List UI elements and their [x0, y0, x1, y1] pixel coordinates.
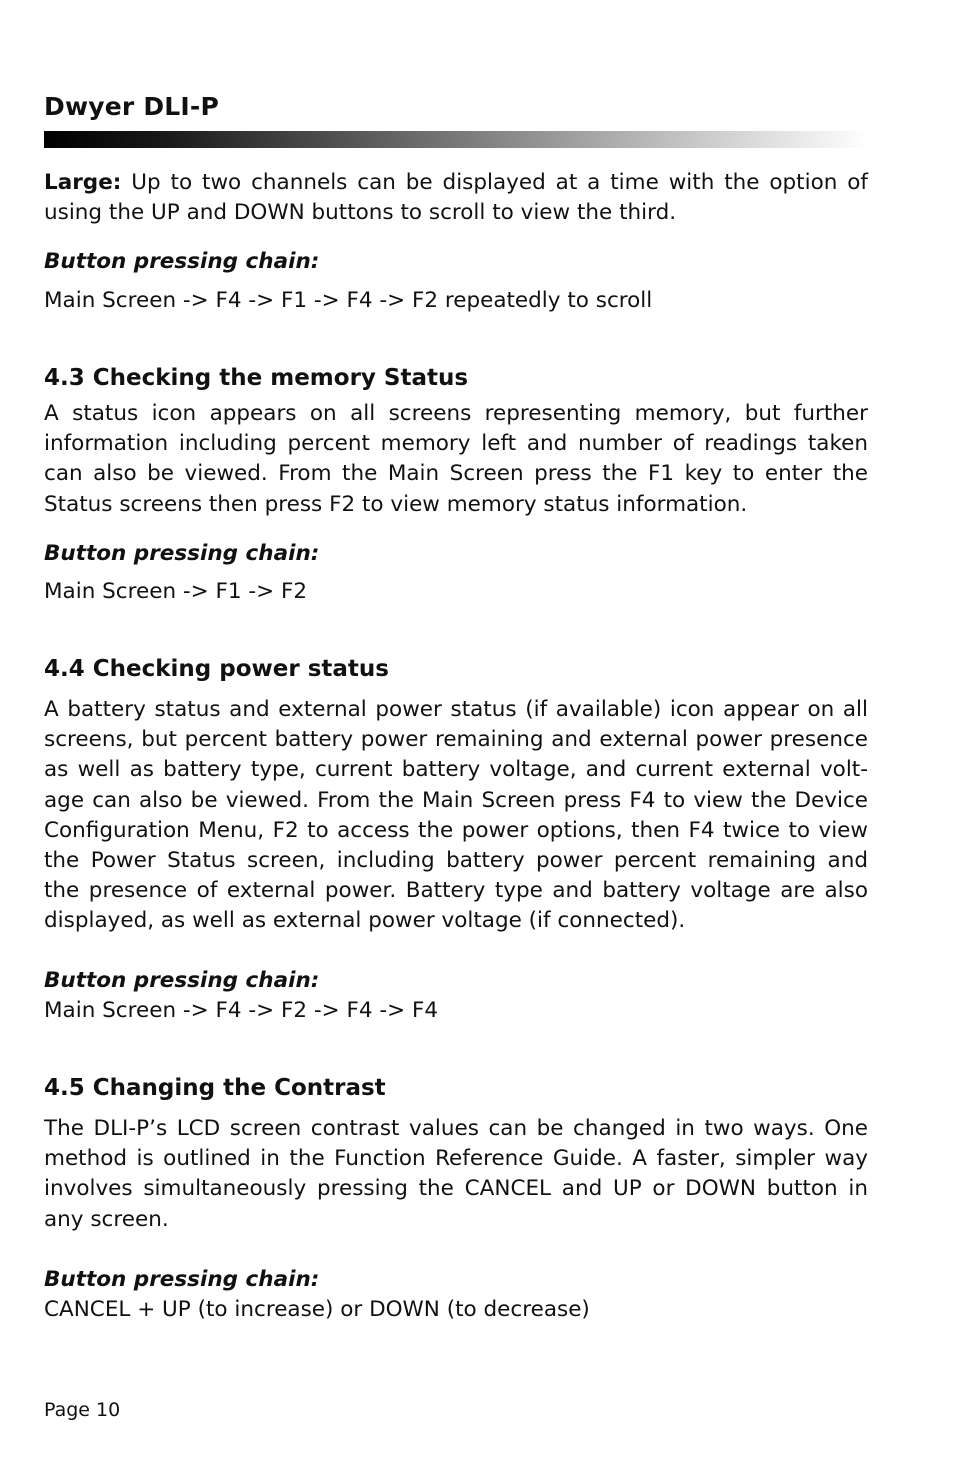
- page-number: Page 10: [44, 1399, 121, 1421]
- header-gradient-bar: [44, 131, 868, 148]
- section-heading-memory: 4.3 Checking the memory Status: [44, 365, 469, 391]
- section-heading-contrast: 4.5 Changing the Contrast: [44, 1075, 386, 1101]
- section-chain-memory: Main Screen -> F1 -> F2: [44, 579, 308, 604]
- section-chain-label-power: Button pressing chain:: [44, 968, 320, 993]
- section-chain-label-contrast: Button pressing chain:: [44, 1267, 320, 1292]
- section-body-memory: A status icon appears on all screens representing memory, but further information including percent memory left and number of readings taken can also be viewed. From the Main Screen press the F1 key to enter the Status screens then press F2 to view memory status information.: [44, 401, 868, 517]
- intro-text: Up to two channels can be displayed at a time with the option of using the UP and DOWN buttons to scroll to view the third.: [44, 170, 868, 226]
- section-heading-power: 4.4 Checking power status: [44, 656, 389, 682]
- section-body-contrast: The DLI-P’s LCD screen contrast values can be changed in two ways. One method is outlined in the Function Reference Guide. A faster, simpler way involves simultaneously pressing the CANCEL and UP or DOWN button in any screen.: [44, 1116, 868, 1232]
- intro-label: Large:: [44, 170, 122, 195]
- section-body-power: A battery status and external power status (if available) icon appear on all screens, but percent battery power remaining and external power presence as well as battery type, current battery voltage, and current external volt-age can also be viewed. From the Main Screen press F4 to view the Device Configuration Menu, F2 to access the power options, then F4 twice to view the Power Status screen, including battery power percent remaining and the presence of external power. Battery type and battery voltage are also displayed, as well as external power voltage (if connected).: [44, 697, 868, 934]
- section-chain-power: Main Screen -> F4 -> F2 -> F4 -> F4: [44, 998, 439, 1023]
- page-header-title: Dwyer DLI-P: [44, 92, 220, 121]
- section-chain-label-memory: Button pressing chain:: [44, 541, 320, 566]
- intro-chain-label: Button pressing chain:: [44, 249, 320, 274]
- section-chain-contrast: CANCEL + UP (to increase) or DOWN (to decrease): [44, 1297, 590, 1322]
- intro-paragraph: [44, 168, 868, 228]
- intro-chain: Main Screen -> F4 -> F1 -> F4 -> F2 repeatedly to scroll: [44, 288, 653, 313]
